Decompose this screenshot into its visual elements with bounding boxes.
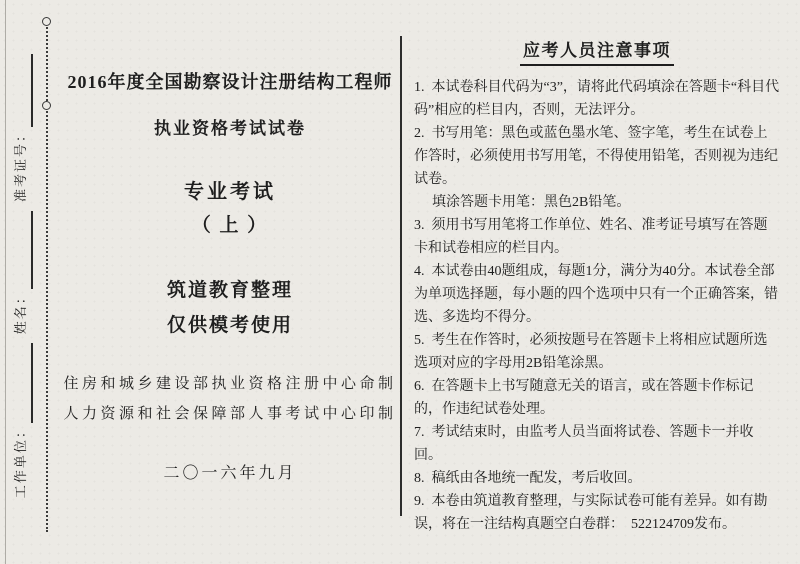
exam-section-title: 专业考试 xyxy=(184,181,276,203)
name-blank-line xyxy=(10,211,33,289)
exam-year-title: 2016年度全国勘察设计注册结构工程师 xyxy=(67,72,393,92)
scan-edge-line xyxy=(5,0,6,564)
column-divider-line xyxy=(400,36,402,516)
notice-title xyxy=(414,36,780,66)
work-unit-field-label: 工作单位： xyxy=(13,423,28,499)
perforation-circle-top xyxy=(42,17,51,26)
exam-part-label: （ 上 ） xyxy=(191,215,269,236)
notice-title-text: 应考人员注意事项 xyxy=(520,36,674,66)
issuer-line-1: 住房和城乡建设部执业资格注册中心命制 xyxy=(63,376,397,392)
admission-number-field-label: 准考证号： xyxy=(13,126,28,202)
name-field-label: 姓名： xyxy=(13,289,28,335)
examinee-notice-panel xyxy=(414,36,780,536)
brand-line-2: 仅供模考使用 xyxy=(166,315,293,336)
exam-date: 二〇一六年九月 xyxy=(163,465,297,482)
notice-item-2: 2. 书写用笔：黑色或蓝色墨水笔、签字笔，考生在试卷上作答时，必须使用书写用笔，不得使用铅笔，否则视为违纪试卷。 xyxy=(414,126,778,187)
notice-item-1: 1. 本试卷科目代码为“3”，请将此代码填涂在答题卡“科目代码”相应的栏目内，否则，无法评分。 xyxy=(414,80,780,118)
stub-gap xyxy=(10,334,11,343)
notice-item-8: 8. 稿纸由各地统一配发，考后收回。 xyxy=(414,471,642,486)
notice-item-3: 3. 须用书写用笔将工作单位、姓名、准考证号填写在答题卡和试卷相应的栏目内。 xyxy=(414,218,768,256)
candidate-info-stub xyxy=(10,54,48,532)
brand-line-1: 筑道教育整理 xyxy=(166,280,293,301)
notice-item-4: 4. 本试卷由40题组成，每题1分，满分为40分。本试卷全部为单项选择题，每小题的四个选项中只有一个正确答案，错选、多选均不得分。 xyxy=(414,264,778,325)
stub-gap xyxy=(10,202,11,211)
stub-spacer xyxy=(10,498,11,532)
admission-number-blank-line xyxy=(10,54,33,127)
work-unit-blank-line xyxy=(10,343,33,423)
notice-item-5: 5. 考生在作答时，必须按题号在答题卡上将相应试题所选选项对应的字母用2B铅笔涂黑。 xyxy=(414,333,768,371)
exam-cover-column xyxy=(52,0,408,564)
issuer-line-2: 人力资源和社会保障部人事考试中心印制 xyxy=(63,406,397,422)
notice-item-9: 9. 本卷由筑道教育整理，与实际试卷可能有差异。如有勘误，将在一注结构真题空白卷群： 522124709发布。 xyxy=(414,494,768,532)
notice-item-2-note: 填涂答题卡用笔：黑色2B铅笔。 xyxy=(432,195,631,210)
notice-item-6: 6. 在答题卡上书写随意无关的语言，或在答题卡作标记的，作违纪试卷处理。 xyxy=(414,379,754,417)
exam-paper-subtitle: 执业资格考试试卷 xyxy=(154,119,306,138)
notice-item-7: 7. 考试结束时，由监考人员当面将试卷、答题卡一并收回。 xyxy=(414,425,754,463)
